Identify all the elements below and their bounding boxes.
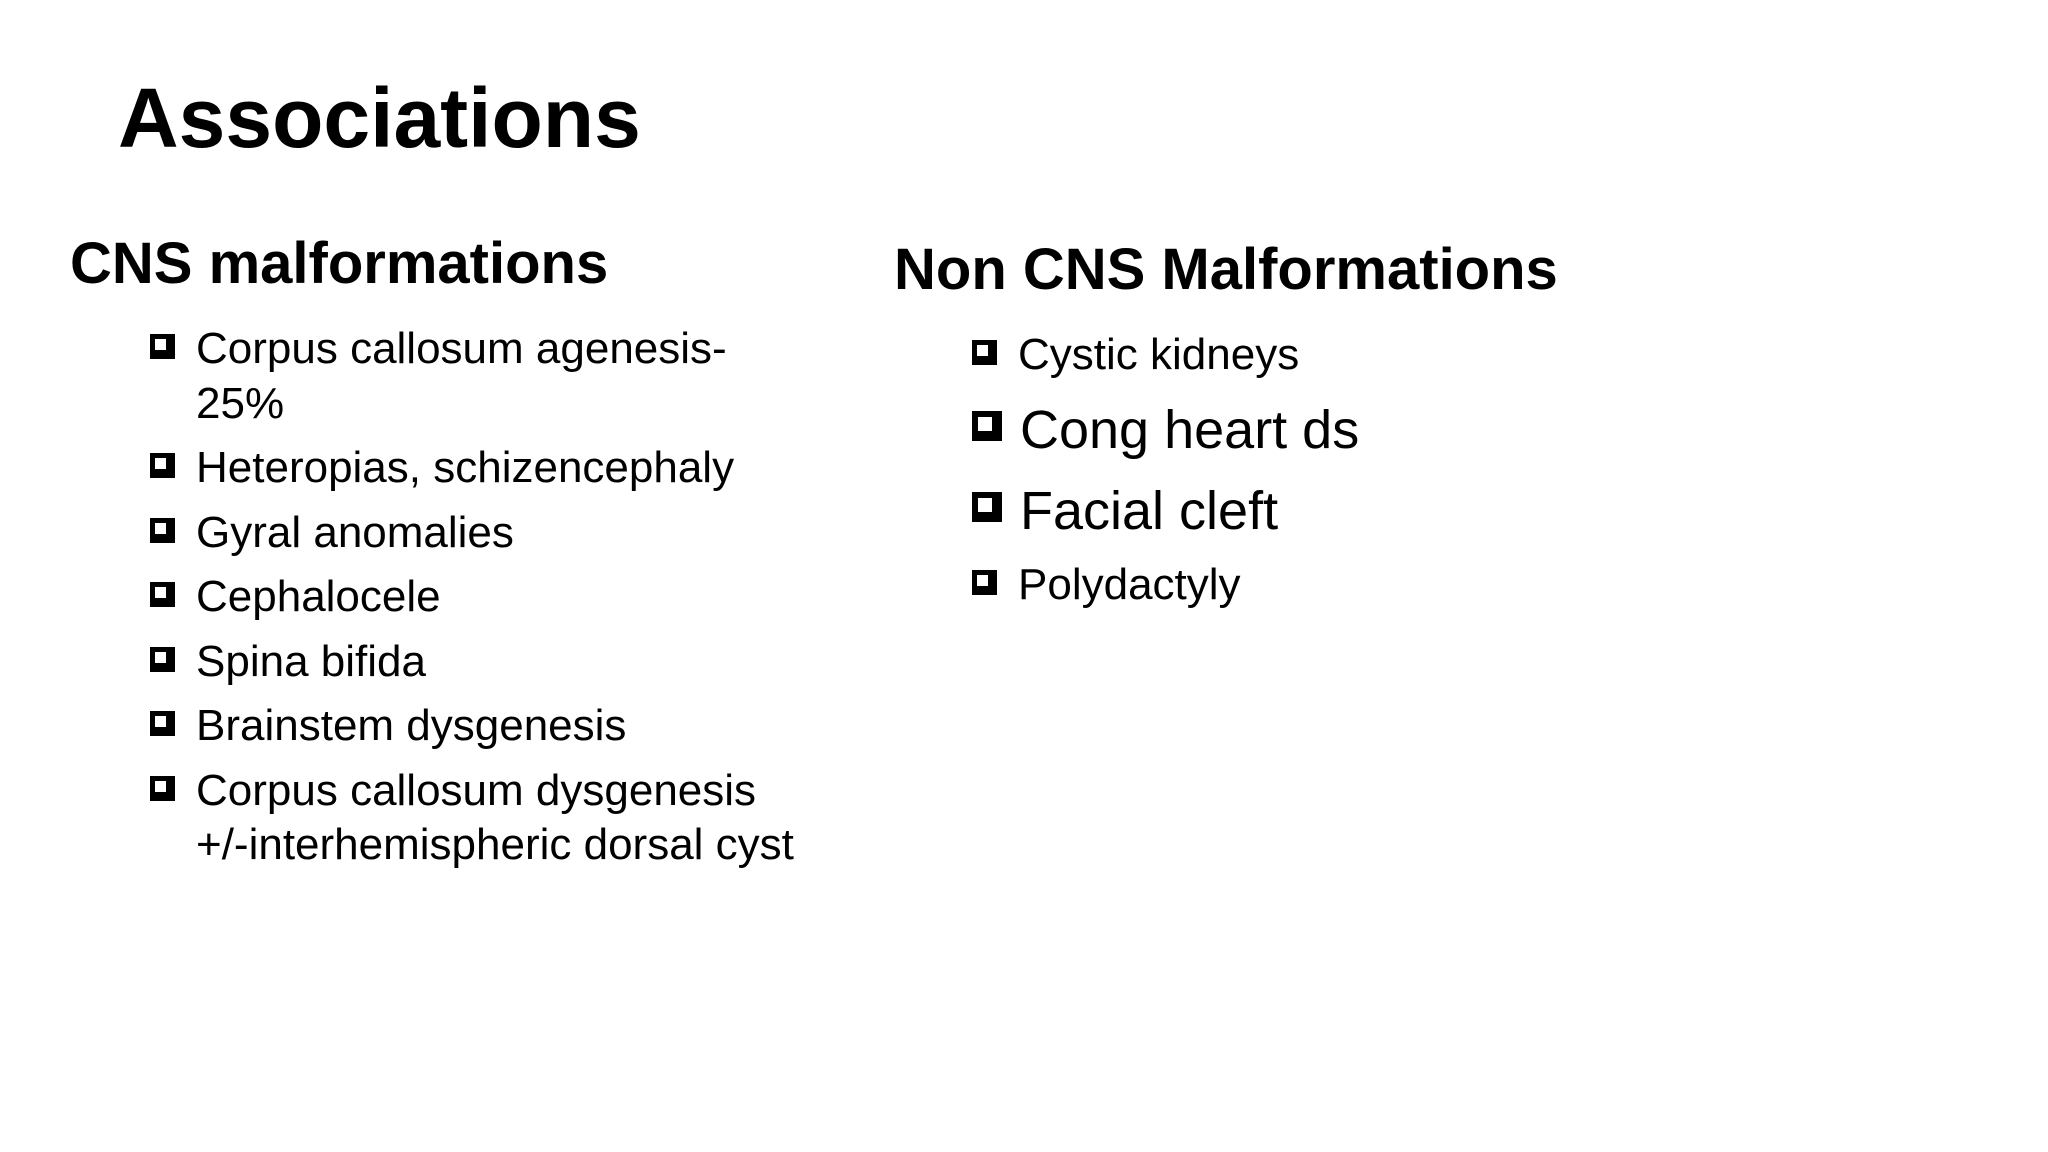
list-item [150, 570, 810, 625]
list-item [150, 699, 810, 754]
checkbox-square-icon [150, 711, 175, 736]
list-item-label: Cephalocele [196, 572, 441, 622]
list-item-label: Cystic kidneys [1018, 330, 1300, 379]
list-item [972, 328, 1672, 383]
list-item [150, 441, 810, 496]
checkbox-square-icon [150, 334, 175, 359]
checkbox-square-icon [972, 340, 997, 365]
non-cns-list [972, 328, 1672, 627]
checkbox-square-icon [150, 453, 175, 478]
list-item-label: Facial cleft [1020, 480, 1279, 541]
list-item [972, 397, 1672, 464]
checkbox-square-icon [972, 411, 1002, 441]
cns-list [150, 322, 810, 883]
list-item [150, 322, 810, 431]
checkbox-square-icon [150, 647, 175, 672]
checkbox-square-icon [150, 776, 175, 801]
list-item-label: Heteropias, schizencephaly [196, 443, 735, 493]
slide-title: Associations [118, 71, 641, 165]
checkbox-square-icon [972, 570, 997, 595]
list-item-label: Gyral anomalies [196, 507, 514, 557]
list-item [150, 506, 810, 561]
checkbox-square-icon [150, 582, 175, 607]
list-item-label: Brainstem dysgenesis [196, 701, 627, 751]
list-item [972, 558, 1672, 613]
cns-heading: CNS malformations [70, 231, 609, 296]
list-item-label: Spina bifida [196, 636, 426, 686]
list-item-label: Cong heart ds [1020, 399, 1360, 460]
checkbox-square-icon [972, 492, 1002, 522]
non-cns-heading: Non CNS Malformations [894, 237, 1558, 302]
list-item [150, 635, 810, 690]
list-item-label: Corpus callosum agenesis- 25% [196, 324, 727, 428]
list-item [150, 764, 810, 873]
list-item [972, 478, 1672, 545]
checkbox-square-icon [150, 518, 175, 543]
list-item-label: Corpus callosum dysgenesis +/-interhemispheric dorsal cyst [196, 765, 794, 870]
list-item-label: Polydactyly [1018, 560, 1241, 610]
